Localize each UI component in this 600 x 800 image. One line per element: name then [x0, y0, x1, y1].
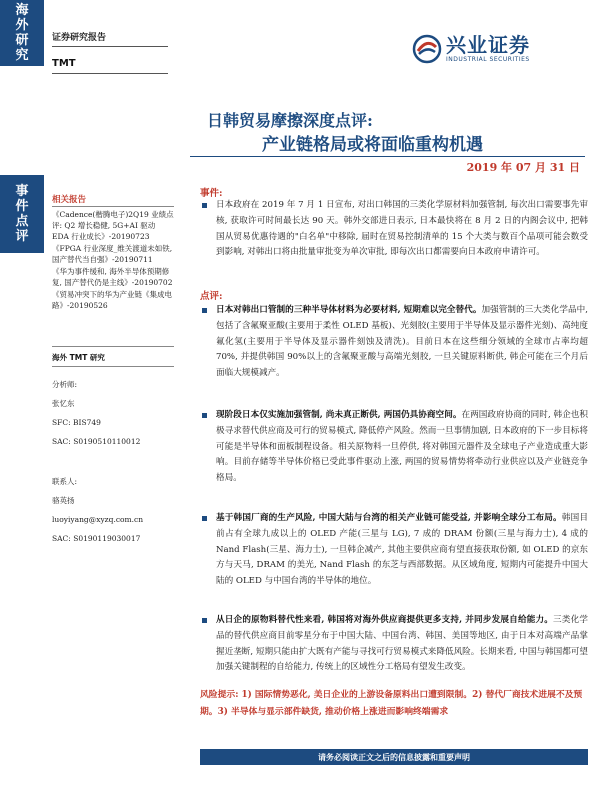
title-line1: 日韩贸易摩擦深度点评: [207, 111, 373, 130]
related-report-link[interactable]: 《华为事件缓和, 海外半导体预期修复, 国产替代仍是主线》-20190702 [52, 267, 173, 287]
point-lead: 现阶段日本仅实施加强管制, 尚未真正断供, 两国仍具协商空间。 [216, 410, 462, 420]
contact-name: 骆英扬 [52, 496, 75, 505]
logo-cn: 兴业证券 [446, 33, 530, 57]
risk-warning: 风险提示: 1) 国际情势恶化, 美日企业的上游设备原料出口遭到限制。2) 替代厂商技术进展不及预期。3) 半导体与显示部件缺货, 推动价格上涨进而影响终端需求 [200, 690, 583, 717]
side-char: 事 [15, 184, 29, 199]
analyst-info [52, 379, 174, 455]
contact-email[interactable]: luoyiyang@xyzq.com.cn [52, 515, 144, 524]
related-reports-title: 相关报告 [52, 195, 87, 205]
related-report-link[interactable]: 《贸易冲突下的华为产业链《集成电路》-20190526 [52, 290, 172, 310]
analyst-sac: SAC: S0190510110012 [52, 437, 141, 446]
analyst-sfc: SFC: BIS749 [52, 418, 101, 427]
divider [52, 206, 174, 207]
comment-point-4 [200, 613, 588, 676]
event-label: 事件: [200, 188, 223, 199]
side-char: 点 [15, 214, 29, 229]
bullet-square-icon [202, 618, 207, 623]
point-lead: 日本对韩出口管制的三种半导体材料为必要材料, 短期难以完全替代。 [216, 305, 482, 315]
event-paragraph [200, 198, 588, 261]
divider [52, 73, 168, 74]
title-line2: 产业链格局或将面临重构机遇 [262, 135, 483, 155]
related-reports-list [52, 209, 174, 312]
point-text: 在两国政府协商的同时, 韩企也积极寻求替代供应商及可行的贸易模式, 降低停产风险。然而一旦事情加剧, 日本政府的下一步目标将可能是半导体和面板制程设备。相关原物料一旦停供, 将对韩国元器件及全球电子产业造成重大影响。目前存储等半导体价格已受此事件驱动上涨, 两国的贸易情势将牵动行业供应以及产业链竞争格局。 [216, 410, 588, 484]
side-char: 外 [15, 18, 29, 33]
related-report-link[interactable]: 《Cadence(楷腾电子)2Q19 业绩点评: Q2 增长稳健, 5G+AI 驱动 EDA 行业成长》-20190723 [52, 210, 174, 241]
side-label-event-comment [0, 175, 44, 253]
analyst-name: 张忆东 [52, 399, 75, 408]
side-label-overseas-research [0, 0, 44, 66]
side-char: 评 [15, 229, 29, 244]
point-text: 韩国目前占有全球九成以上的 OLED 产能(三星与 LG), 7 成的 DRAM 份额(三星与海力士), 4 成的 Nand Flash(三星、海力士), 一旦韩企减产, 其他主要供应商有望直接获取份额, 如 OLED 的京东方与天马, DRAM 的美光, Nand Flash 的东芝与西部数据。从区域角度, 短期内可能提升中国大陆的 OLED 与中国台湾的半导体的地位。 [216, 513, 588, 587]
logo-mark-icon [412, 34, 442, 64]
side-char: 究 [15, 48, 29, 63]
analyst-label: 分析师: [52, 380, 78, 389]
report-type: 证券研究报告 [52, 33, 107, 43]
report-date: 2019 年 07 月 31 日 [466, 161, 580, 174]
bullet-square-icon [202, 308, 207, 313]
related-report-link[interactable]: 《FPGA 行业深度_维关渡道未如铁, 国产替代当自强》-20190711 [52, 244, 173, 264]
point-lead: 从日企的原物料替代性来看, 韩国将对海外供应商提供更多支持, 并同步发展自给能力。 [216, 615, 554, 625]
left-band [0, 0, 44, 800]
side-char: 件 [15, 199, 29, 214]
contact-info [52, 476, 174, 552]
bullet-square-icon [202, 413, 207, 418]
side-char: 海 [15, 3, 29, 18]
event-text: 日本政府在 2019 年 7 月 1 日宣布, 对出口韩国的三类化学原材料加强管制, 每次出口需要事先审核, 获取许可时间最长达 90 天。韩外交部进日表示, 日本最快将在 8 月 2 日的内阁会议中, 把韩国从贸易优惠待遇的"白名单"中移除, 届时在贸易控制清单的 15 个大类与数百个品项可能会数受到影响, 对韩出口将由批量审批变为单次审批, 即每次出口都需要向日本政府申请许可。 [216, 200, 588, 258]
bullet-square-icon [202, 203, 207, 208]
comment-point-3 [200, 511, 588, 590]
industry-label: TMT [52, 58, 76, 69]
company-logo [412, 34, 530, 64]
contact-label: 联系人: [52, 477, 78, 486]
point-text: 加强管制的三大类化学品中, 包括了含氟聚亚酸(主要用于柔性 OLED 基板)、光刻胶(主要用于半导体及显示器件光刻)、高纯度氟化氢(主要用于半导体及显示器件刻蚀及清洗)。目前日本在这些细分领域的全球市占率均超 70%, 并提供韩国 90%以上的含氟聚亚酸与高端光刻胶, 一旦关键原料断供, 韩企可能在三个月后面临大规模减产。 [216, 305, 588, 379]
bullet-square-icon [202, 516, 207, 521]
comment-label: 点评: [200, 291, 223, 302]
divider [52, 366, 174, 367]
divider [52, 46, 168, 47]
point-lead: 基于韩国厂商的生产风险, 中国大陆与台湾的相关产业链可能受益, 并影响全球分工布局。 [216, 513, 562, 523]
comment-point-1 [200, 303, 588, 382]
comment-point-2 [200, 408, 588, 487]
contact-sac: SAC: S0190119030017 [52, 534, 141, 543]
divider [52, 346, 174, 347]
title-divider [190, 156, 585, 157]
team-name: 海外 TMT 研究 [52, 353, 105, 362]
logo-en: INDUSTRIAL SECURITIES [446, 56, 530, 63]
point-text: 三类化学品的替代供应商目前零星分布于中国大陆、中国台湾、韩国、美国等地区, 由于日本对高端产品掌握近垄断, 短期只能由扩大既有产能与寻找可行贸易模式来降低风险。长期来看, 中国与韩国都可望加强关键制程的自给能力, 传统上的区域性分工格局有望发生改变。 [216, 615, 588, 673]
disclaimer-footer: 请务必阅读正文之后的信息披露和重要声明 [200, 749, 588, 765]
side-char: 研 [15, 33, 29, 48]
